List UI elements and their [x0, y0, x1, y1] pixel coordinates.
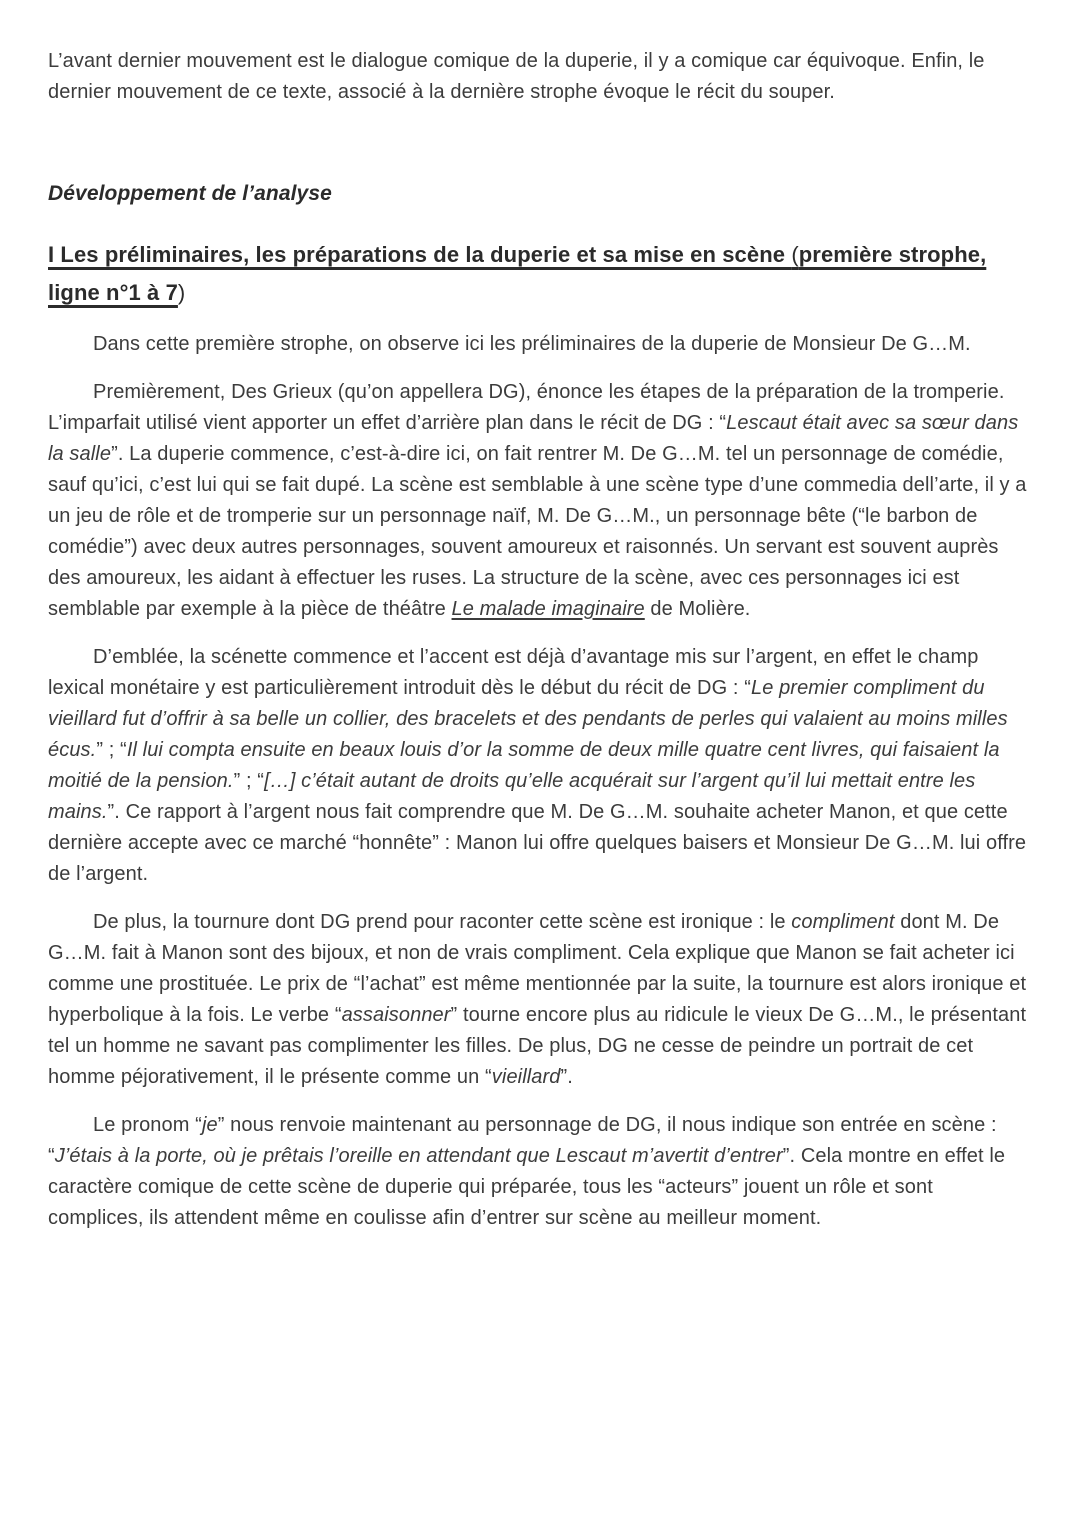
text-segment: compliment [791, 911, 895, 933]
text-segment: de Molière. [644, 598, 751, 620]
text-segment: ” nous renvoie maintenant au personnage de DG, il nous indique son entrée en scène : “ [48, 1114, 997, 1167]
text-segment: ” ; “ [96, 739, 127, 761]
text-segment: De plus, la tournure dont DG prend pour raconter cette scène est ironique : le [93, 911, 792, 933]
document-body [48, 329, 1032, 1234]
text-segment: D’emblée, la scénette commence et l’accent est déjà d’avantage mis sur l’argent, en effet le champ lexical monétaire y est particulièrement introduit dès le début du récit de DG : “ [48, 646, 979, 699]
text-segment: je [201, 1114, 218, 1136]
text-segment: vieillard [491, 1066, 561, 1088]
text-segment: ”. Cela montre en effet le caractère comique de cette scène de duperie qui préparée, tous les “acteurs” jouent un rôle et sont complices, ils attendent même en coulisse afin d’entrer sur scène au meilleur moment. [48, 1145, 1006, 1229]
text-segment: Il lui compta ensuite en beaux louis d’or la somme de deux mille quatre cent livres, qui faisaient la moitié de la pension. [48, 739, 1000, 792]
text-segment: ” tourne encore plus au ridicule le vieux De G…M., le présentant tel un homme ne savant pas complimenter les filles. De plus, DG ne cesse de peindre un portrait de cet homme péjorativement, il le présente comme un “ [48, 1004, 1027, 1088]
text-segment: Lescaut était avec sa sœur dans la salle [48, 412, 1019, 465]
text-segment: I Les préliminaires, les préparations de la duperie et sa mise en scène [48, 242, 792, 267]
text-segment: Le premier compliment du vieillard fut d’offrir à sa belle un collier, des bracelets et des pendants de perles qui valaient au moins milles écus. [48, 677, 1008, 761]
text-segment: J’étais à la porte, où je prêtais l’oreille en attendant que Lescaut m’avertit d’entrer [54, 1145, 783, 1167]
text-segment: ) [177, 280, 186, 305]
text-segment: Dans cette première strophe, on observe ici les préliminaires de la duperie de Monsieur De G…M. [93, 333, 971, 355]
text-segment: Premièrement, Des Grieux (qu’on appellera DG), énonce les étapes de la préparation de la tromperie. L’imparfait utilisé vient apporter un effet d’arrière plan dans le récit de DG : “ [48, 381, 1005, 434]
text-segment: Le malade imaginaire [451, 598, 645, 620]
body-paragraph [48, 907, 1032, 1093]
text-segment: ”. La duperie commence, c’est-à-dire ici, on fait rentrer M. De G…M. tel un personnage de comédie, sauf qu’ici, c’est lui qui se fait dupé. La scène est semblable à une scène type d’une commedia dell’arte, il y a un jeu de rôle et de tromperie sur un personnage naïf, M. De G…M., un personnage bête (“le barbon de comédie”) avec deux autres personnages, souvent amoureux et raisonnés. Un servant est souvent auprès des amoureux, les aidant à effectuer les ruses. La structure de la scène, avec ces personnages ici est semblable par exemple à la pièce de théâtre [48, 443, 1027, 620]
text-segment: ” ; “ [233, 770, 265, 792]
section-heading: Développement de l’analyse [48, 182, 332, 205]
text-segment: ”. [560, 1066, 573, 1088]
part-heading [48, 236, 1032, 312]
body-paragraph [48, 377, 1032, 625]
text-segment: […] c’était autant de droits qu’elle acquérait sur l’argent qu’il lui mettait entre les mains. [48, 770, 976, 823]
body-paragraph [48, 1110, 1032, 1234]
text-segment: ( [791, 242, 799, 267]
body-paragraph [48, 642, 1032, 890]
text-segment: dont M. De G…M. fait à Manon sont des bijoux, et non de vrais compliment. Cela explique que Manon se fait acheter ici comme une prostituée. Le prix de “l’achat” est même mentionnée par la suite, la tournure est alors ironique et hyperbolique à la fois. Le verbe “ [48, 911, 1027, 1026]
text-segment: L’avant dernier mouvement est le dialogue comique de la duperie, il y a comique car équivoque. Enfin, le dernier mouvement de ce texte, associé à la dernière strophe évoque le récit du souper. [48, 50, 985, 103]
body-paragraph [48, 329, 1032, 360]
text-segment: Le pronom “ [93, 1114, 202, 1136]
text-segment: ”. Ce rapport à l’argent nous fait comprendre que M. De G…M. souhaite acheter Manon, et que cette dernière accepte avec ce marché “honnête” : Manon lui offre quelques baisers et Monsieur De G…M. lui offre de l’argent. [48, 801, 1027, 885]
text-segment: première strophe, ligne n°1 à 7 [48, 242, 987, 305]
intro-paragraph [48, 46, 1032, 108]
text-segment: assaisonner [341, 1004, 451, 1026]
